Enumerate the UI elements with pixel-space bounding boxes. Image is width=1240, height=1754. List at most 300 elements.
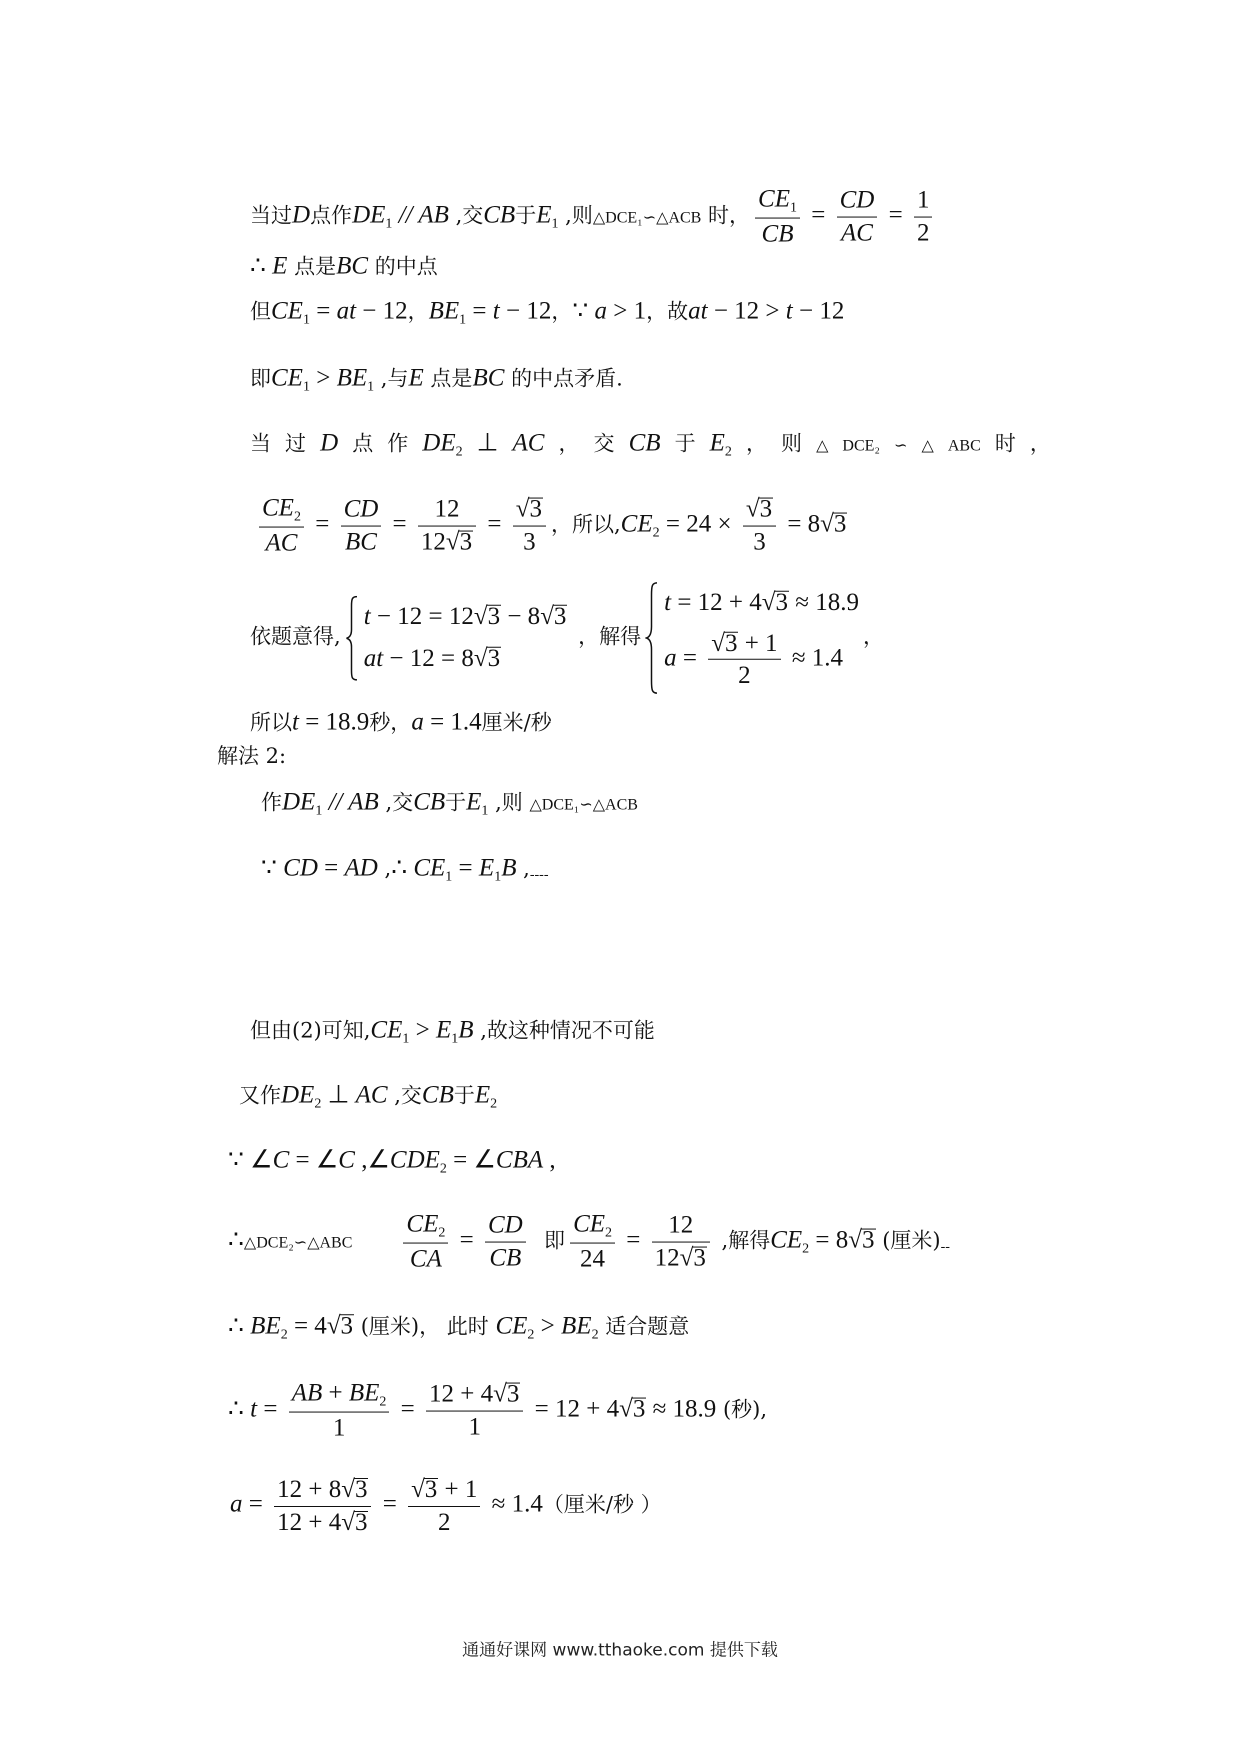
math-expression: > bbox=[309, 364, 337, 392]
similarity-notation: ∽ bbox=[894, 437, 908, 455]
text-segment: ,交 bbox=[448, 203, 484, 228]
square-root bbox=[746, 496, 773, 524]
text-segment: ， bbox=[1029, 431, 1051, 456]
math-expression: = 12 + 4 bbox=[528, 1395, 620, 1423]
text-segment: 但由(2)可知, bbox=[250, 1018, 371, 1043]
text-segment: 点是 bbox=[287, 254, 337, 279]
math-variable: // bbox=[322, 788, 349, 816]
math-variable: a bbox=[411, 708, 424, 736]
math-expression: ∴ bbox=[228, 1395, 251, 1423]
subscript: 2 bbox=[802, 1241, 810, 1257]
math-variable: CB bbox=[761, 220, 794, 248]
math-expression: = 18.9 bbox=[298, 708, 370, 736]
radicand: 3 bbox=[862, 1226, 875, 1254]
text-segment: 但 bbox=[250, 299, 271, 324]
numerator bbox=[274, 1476, 371, 1506]
math-expression: = bbox=[452, 854, 479, 882]
radical-sign: √ bbox=[473, 602, 488, 630]
math-expression: ≈ 18.9 bbox=[646, 1395, 717, 1423]
left-brace-icon bbox=[645, 582, 659, 695]
math-expression: = bbox=[386, 510, 413, 538]
text-segment: 于 bbox=[453, 1083, 475, 1108]
math-expression: = bbox=[394, 1395, 422, 1423]
math-variable: E bbox=[466, 788, 482, 816]
math-expression: − 12 = 8 bbox=[383, 645, 474, 672]
math-variable: t bbox=[492, 297, 500, 325]
math-expression: 12 bbox=[654, 1244, 680, 1272]
math-variable: CE bbox=[271, 297, 303, 325]
square-root bbox=[619, 1394, 646, 1425]
math-expression: − 12 = 12 bbox=[370, 602, 474, 630]
math-variable: AB bbox=[418, 201, 449, 229]
math-variable: at bbox=[688, 297, 708, 325]
math-variable: E bbox=[474, 1081, 491, 1109]
square-root bbox=[848, 1225, 875, 1256]
numerator bbox=[708, 629, 780, 659]
math-variable: CDE bbox=[389, 1146, 440, 1174]
math-variable: CD bbox=[839, 186, 875, 214]
subscript: 1 bbox=[302, 379, 310, 395]
math-variable: t bbox=[292, 708, 299, 736]
solution-line-2 bbox=[250, 250, 438, 281]
math-variable: DE bbox=[282, 788, 316, 816]
math-variable: AC bbox=[840, 219, 873, 247]
radical-sign: √ bbox=[540, 602, 554, 630]
text-segment: 时， bbox=[701, 203, 751, 228]
math-variable: a bbox=[230, 1490, 243, 1518]
math-variable: CD bbox=[283, 854, 318, 882]
math-variable: BC bbox=[344, 528, 377, 556]
text-segment: ，所以, bbox=[550, 512, 621, 537]
numerator bbox=[432, 496, 463, 526]
math-variable: C bbox=[338, 1146, 355, 1174]
equation-rows bbox=[364, 596, 568, 681]
denominator bbox=[485, 1241, 526, 1272]
math-variable: CE bbox=[271, 364, 303, 392]
math-expression: − 12 bbox=[792, 297, 845, 325]
math-variable: a bbox=[664, 643, 677, 671]
solution-line-13 bbox=[239, 1079, 497, 1113]
math-variable: AC bbox=[355, 1081, 388, 1109]
fraction bbox=[755, 186, 800, 249]
square-root bbox=[341, 1509, 368, 1537]
radicand: 3 bbox=[506, 1380, 520, 1408]
fraction bbox=[652, 1212, 710, 1272]
math-variable: // bbox=[392, 201, 419, 229]
solution-line-6 bbox=[254, 495, 847, 558]
text-segment: (秒), bbox=[716, 1397, 768, 1422]
math-expression: − 8 bbox=[501, 602, 541, 630]
square-root bbox=[516, 496, 543, 524]
radicand: 3 bbox=[833, 510, 847, 538]
term-group bbox=[710, 427, 732, 461]
radicand: 3 bbox=[724, 629, 738, 657]
subscript: 2 bbox=[724, 444, 732, 460]
text-segment: 过 bbox=[285, 431, 307, 456]
solution-line-10 bbox=[261, 786, 638, 820]
fraction bbox=[743, 496, 776, 556]
fraction bbox=[341, 496, 382, 556]
radicand: 3 bbox=[424, 1476, 438, 1503]
radicand: 3 bbox=[775, 588, 788, 616]
math-expression: = bbox=[481, 510, 508, 538]
equation-rows bbox=[664, 582, 859, 695]
solution-line-18 bbox=[230, 1476, 662, 1536]
solution-line-3 bbox=[250, 295, 844, 329]
subscript: 1 bbox=[481, 803, 489, 819]
math-variable: AC bbox=[512, 429, 545, 457]
math-variable: E bbox=[408, 364, 424, 392]
radical-sign: √ bbox=[848, 1226, 863, 1254]
math-expression: ⊥ bbox=[321, 1081, 356, 1109]
radical-sign: √ bbox=[761, 588, 776, 616]
subscript: 2 bbox=[439, 1161, 447, 1177]
square-root bbox=[474, 643, 501, 676]
fraction bbox=[914, 187, 933, 247]
math-expression: 3 bbox=[523, 528, 536, 556]
text-segment: ,解得 bbox=[714, 1228, 771, 1253]
dash-mark: ---- bbox=[529, 867, 549, 883]
numerator bbox=[259, 495, 304, 527]
math-variable: CE bbox=[758, 185, 790, 213]
numerator bbox=[665, 1212, 696, 1242]
radical-sign: √ bbox=[341, 1508, 355, 1536]
numerator bbox=[570, 1211, 615, 1243]
math-expression: 1 bbox=[332, 1414, 346, 1442]
radical-sign: √ bbox=[473, 645, 488, 672]
math-expression: + bbox=[322, 1379, 349, 1407]
math-expression: = bbox=[317, 854, 345, 882]
subscript: 2 bbox=[455, 444, 463, 460]
text-segment: ,交 bbox=[378, 790, 414, 815]
equation-row bbox=[364, 638, 568, 681]
math-expression: ⊥ bbox=[476, 429, 499, 457]
numerator bbox=[513, 496, 546, 526]
math-expression: = 24 × bbox=[659, 510, 738, 538]
subscript: 1 bbox=[789, 200, 797, 216]
math-variable: D bbox=[292, 201, 311, 229]
math-expression: = bbox=[242, 1490, 270, 1518]
square-root bbox=[680, 1244, 707, 1272]
equation-system bbox=[345, 596, 568, 681]
math-expression: ∵ bbox=[261, 854, 284, 882]
denominator bbox=[341, 525, 382, 556]
math-expression: = bbox=[453, 1226, 480, 1254]
numerator bbox=[914, 187, 933, 217]
math-variable: AB bbox=[291, 1379, 323, 1407]
math-expression: = 8 bbox=[809, 1226, 849, 1254]
math-variable: CB bbox=[489, 1244, 522, 1272]
math-expression: − 12 bbox=[499, 297, 552, 325]
denominator bbox=[513, 525, 546, 556]
math-expression: ≈ 1.4 bbox=[485, 1490, 543, 1518]
text-segment: ，故 bbox=[646, 299, 689, 324]
math-variable: CE bbox=[770, 1226, 803, 1254]
equation-system bbox=[645, 582, 859, 695]
square-root bbox=[327, 1310, 354, 1341]
radical-sign: √ bbox=[619, 1395, 633, 1423]
math-variable: B bbox=[458, 1016, 474, 1044]
numerator bbox=[408, 1476, 480, 1506]
math-expression: 12 bbox=[434, 495, 460, 523]
math-expression: ≈ 18.9 bbox=[789, 588, 859, 616]
radicand: 3 bbox=[459, 528, 473, 556]
radicand: 3 bbox=[354, 1508, 368, 1536]
math-expression: + 1 bbox=[738, 629, 778, 657]
text-segment: 于 bbox=[515, 203, 537, 228]
math-variable: DE bbox=[422, 429, 456, 457]
subscript: 2 bbox=[280, 1327, 288, 1343]
math-variable: D bbox=[320, 429, 339, 457]
radical-sign: √ bbox=[493, 1380, 507, 1408]
denominator bbox=[652, 1241, 710, 1272]
similarity-notation: DCE₂ bbox=[842, 437, 880, 455]
square-root bbox=[341, 1476, 368, 1504]
math-expression: > bbox=[409, 1016, 436, 1044]
math-expression: = bbox=[376, 1490, 404, 1518]
radicand: 3 bbox=[759, 495, 773, 523]
subscript: 2 bbox=[314, 1096, 322, 1112]
fraction bbox=[837, 187, 878, 247]
text-segment: 于 bbox=[674, 431, 696, 456]
denominator bbox=[274, 1506, 371, 1537]
math-expression: 1 bbox=[468, 1413, 481, 1441]
text-segment: ,则 bbox=[558, 203, 593, 228]
math-expression: 2 bbox=[437, 1508, 451, 1536]
similarity-notation: △DCE₂∽△ABC bbox=[243, 1234, 353, 1252]
math-variable: a bbox=[594, 297, 607, 325]
math-expression: = bbox=[466, 297, 493, 325]
math-variable: CD bbox=[487, 1211, 523, 1239]
similarity-notation: △DCE₁∽△ACB bbox=[529, 796, 638, 814]
subscript: 2 bbox=[605, 1225, 613, 1241]
math-variable: t bbox=[664, 588, 672, 616]
solution-line-15 bbox=[228, 1211, 950, 1274]
math-variable: BE bbox=[348, 1379, 380, 1407]
math-variable: BE bbox=[336, 364, 368, 392]
equation-row bbox=[364, 596, 568, 639]
math-expression: = ∠ bbox=[289, 1146, 339, 1174]
subscript: 1 bbox=[402, 1031, 410, 1047]
math-variable: CE bbox=[573, 1210, 606, 1238]
math-expression: 12 bbox=[668, 1211, 694, 1239]
text-segment: ，解得 bbox=[571, 624, 642, 649]
text-segment: 所以 bbox=[250, 710, 292, 735]
math-expression: = ∠ bbox=[446, 1146, 496, 1174]
square-root bbox=[474, 601, 501, 634]
square-root bbox=[711, 629, 738, 657]
math-variable: CB bbox=[421, 1081, 454, 1109]
math-variable: AD bbox=[344, 854, 378, 882]
math-variable: E bbox=[272, 252, 288, 280]
text-segment: （厘米/秒 ） bbox=[542, 1492, 662, 1517]
text-segment: ， bbox=[862, 624, 884, 649]
math-expression: = bbox=[882, 201, 909, 229]
math-expression: = 12 + 4 bbox=[671, 588, 762, 616]
math-variable: AC bbox=[265, 529, 298, 557]
denominator bbox=[755, 218, 800, 249]
square-root bbox=[493, 1381, 520, 1409]
math-expression: > bbox=[534, 1312, 562, 1340]
numerator bbox=[341, 496, 382, 526]
math-expression: = bbox=[804, 201, 832, 229]
math-variable: CB bbox=[483, 201, 516, 229]
solution-line-11 bbox=[261, 852, 548, 886]
math-expression: = 8 bbox=[781, 510, 821, 538]
text-segment: 适合题意 bbox=[598, 1314, 690, 1339]
math-variable: CB bbox=[628, 429, 661, 457]
math-expression: ∵ ∠ bbox=[228, 1146, 273, 1174]
math-variable: DE bbox=[352, 201, 386, 229]
solution-line-7 bbox=[250, 582, 884, 695]
subscript: 2 bbox=[438, 1225, 446, 1241]
text-segment: ， bbox=[551, 299, 573, 324]
math-expression: > 1 bbox=[607, 297, 647, 325]
math-expression: + 1 bbox=[438, 1476, 478, 1503]
math-expression: 2 bbox=[916, 219, 930, 247]
math-variable: E bbox=[435, 1016, 452, 1044]
denominator bbox=[418, 525, 476, 556]
subscript: 1 bbox=[494, 869, 502, 885]
math-expression: ∴ bbox=[228, 1226, 244, 1254]
square-root bbox=[411, 1476, 438, 1504]
footer-text: 通通好课网 www.tthaoke.com 提供下载 bbox=[462, 1640, 778, 1661]
similarity-notation: △ bbox=[921, 437, 934, 455]
text-segment: (厘米) bbox=[875, 1228, 941, 1253]
math-variable: CB bbox=[413, 788, 446, 816]
math-expression: 2 bbox=[738, 661, 751, 689]
math-variable: B bbox=[501, 854, 517, 882]
radical-sign: √ bbox=[679, 1244, 694, 1272]
math-variable: t bbox=[250, 1395, 258, 1423]
solution-line-4 bbox=[250, 362, 623, 396]
term-group bbox=[422, 427, 462, 461]
numerator bbox=[426, 1381, 523, 1411]
denominator bbox=[426, 1410, 523, 1441]
math-expression: ∵ bbox=[572, 297, 595, 325]
math-variable: BE bbox=[250, 1312, 281, 1340]
math-variable: CA bbox=[409, 1245, 442, 1273]
fraction bbox=[513, 496, 546, 556]
square-root bbox=[820, 509, 847, 540]
text-segment: 当过 bbox=[250, 203, 292, 228]
math-expression: = bbox=[257, 1395, 284, 1423]
radicand: 3 bbox=[354, 1476, 368, 1503]
radical-sign: √ bbox=[411, 1476, 425, 1503]
radicand: 3 bbox=[487, 645, 501, 672]
denominator bbox=[914, 216, 933, 247]
text-segment: 交 bbox=[593, 431, 615, 456]
math-expression: = 4 bbox=[287, 1312, 327, 1340]
subscript: 2 bbox=[652, 525, 660, 541]
text-segment: 即 bbox=[530, 1228, 566, 1253]
fraction bbox=[403, 1211, 448, 1274]
fraction bbox=[485, 1212, 526, 1272]
solution-line-8 bbox=[250, 706, 552, 737]
similarity-notation: △ bbox=[816, 437, 829, 455]
math-expression: ∴ bbox=[250, 252, 273, 280]
denominator bbox=[408, 1506, 480, 1537]
math-variable: DE bbox=[281, 1081, 315, 1109]
numerator bbox=[403, 1211, 448, 1243]
math-variable: CD bbox=[343, 495, 379, 523]
subscript: 2 bbox=[527, 1327, 535, 1343]
math-variable: E bbox=[709, 429, 725, 457]
text-segment: 点 bbox=[352, 431, 374, 456]
denominator bbox=[837, 216, 878, 247]
math-variable: BC bbox=[472, 364, 505, 392]
math-expression: = bbox=[309, 297, 337, 325]
math-expression: = bbox=[676, 643, 704, 671]
text-segment: 点是 bbox=[423, 366, 473, 391]
equation-row bbox=[664, 582, 859, 625]
math-expression: 3 bbox=[753, 528, 766, 556]
math-expression: = bbox=[620, 1226, 647, 1254]
radicand: 3 bbox=[487, 602, 501, 630]
dash-mark: -- bbox=[940, 1239, 950, 1255]
radicand: 3 bbox=[553, 602, 567, 630]
math-variable: CE bbox=[495, 1312, 528, 1340]
numerator bbox=[755, 186, 800, 218]
math-variable: BE bbox=[561, 1312, 592, 1340]
math-variable: C bbox=[272, 1146, 290, 1174]
solution-line-17 bbox=[228, 1380, 767, 1443]
numerator bbox=[289, 1380, 390, 1412]
numerator bbox=[837, 187, 878, 217]
subscript: 2 bbox=[591, 1327, 599, 1343]
fraction bbox=[259, 495, 304, 558]
square-root bbox=[762, 587, 789, 620]
text-segment: 的中点矛盾. bbox=[504, 366, 623, 391]
math-expression: 1 bbox=[916, 186, 930, 214]
fraction bbox=[708, 629, 780, 689]
subscript: 1 bbox=[385, 216, 393, 232]
math-expression: 12 + 8 bbox=[277, 1476, 342, 1503]
math-variable: E bbox=[478, 854, 495, 882]
text-segment: 时 bbox=[994, 431, 1016, 456]
math-variable: BE bbox=[428, 297, 460, 325]
text-segment: 的中点 bbox=[368, 254, 438, 279]
text-segment: 秒， bbox=[369, 710, 412, 735]
radical-sign: √ bbox=[341, 1476, 355, 1503]
text-segment: 厘米/秒 bbox=[481, 710, 552, 735]
math-expression: ≈ 1.4 bbox=[785, 643, 844, 671]
subscript: 2 bbox=[379, 1394, 387, 1410]
text-segment: ,则 bbox=[488, 790, 530, 815]
math-variable: BC bbox=[336, 252, 369, 280]
math-expression: − 12 > bbox=[707, 297, 786, 325]
math-expression: 12 bbox=[420, 528, 446, 556]
radical-sign: √ bbox=[326, 1312, 341, 1340]
math-variable: E bbox=[536, 201, 552, 229]
text-segment: ,与 bbox=[374, 366, 409, 391]
text-segment: 依题意得, bbox=[250, 624, 341, 649]
solution-line-1 bbox=[250, 186, 937, 249]
denominator bbox=[708, 659, 780, 690]
math-variable: at bbox=[363, 645, 384, 672]
subscript: 1 bbox=[459, 312, 467, 328]
subscript: 2 bbox=[293, 509, 301, 525]
solution-line-5 bbox=[250, 427, 1051, 461]
left-brace-icon bbox=[345, 596, 359, 681]
radical-sign: √ bbox=[820, 510, 834, 538]
method-2-heading bbox=[217, 741, 286, 771]
text-segment: 则 bbox=[781, 431, 803, 456]
math-expression: ∴ bbox=[228, 1312, 251, 1340]
math-expression: − 12 bbox=[356, 297, 408, 325]
subscript: 1 bbox=[551, 216, 559, 232]
math-expression: 12 + 4 bbox=[429, 1380, 494, 1408]
